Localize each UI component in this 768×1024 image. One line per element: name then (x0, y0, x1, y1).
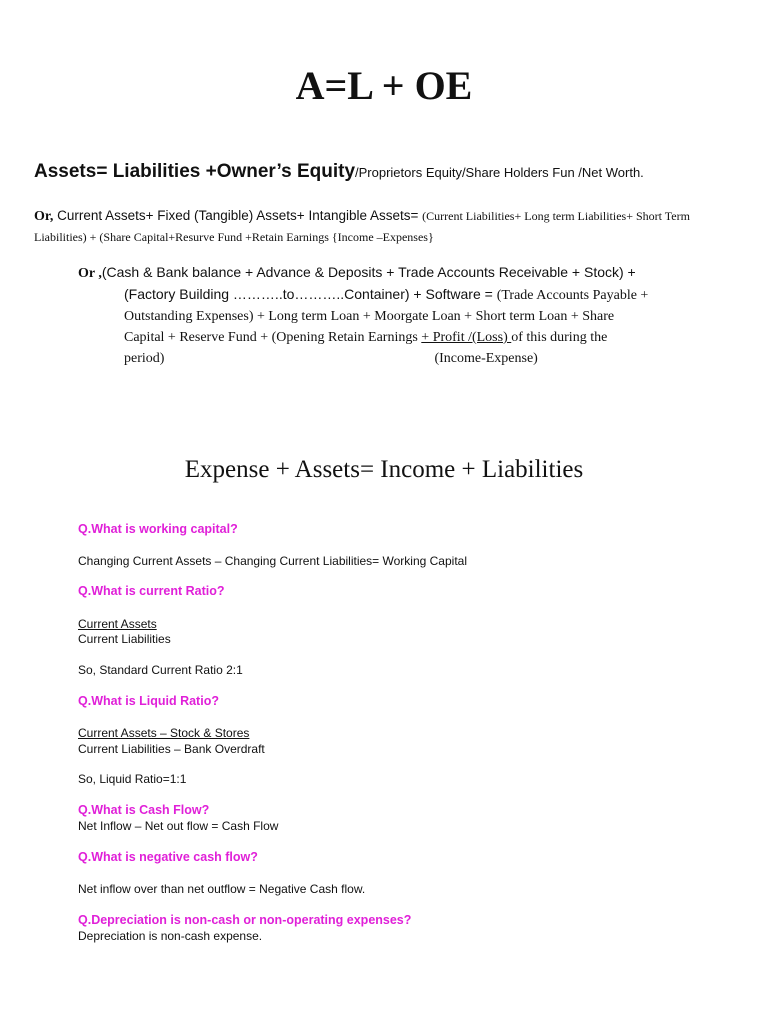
detail-line-2b: (Trade Accounts Payable + (496, 288, 649, 303)
question-text: Q.What is working capital? (78, 522, 238, 536)
or-label-2: Or , (78, 266, 102, 281)
question (78, 694, 219, 709)
answer: So, Standard Current Ratio 2:1 (78, 663, 243, 677)
answer: Depreciation is non-cash expense. (78, 929, 263, 943)
detail-line-2a: (Factory Building ………..to………..Container) + Software = (124, 286, 497, 302)
detail-line-5b: (Income-Expense) (434, 351, 538, 366)
question (78, 584, 225, 599)
detail-line-5a: period) (124, 351, 165, 366)
question (78, 913, 411, 928)
detail-line-4a: Capital + Reserve Fund + (Opening Retain Earnings (124, 330, 422, 345)
question-text: Q.What is Cash Flow? (78, 803, 210, 817)
or-label: Or, (34, 209, 54, 224)
equation-bold: Assets= Liabilities +Owner’s Equity (34, 161, 356, 182)
ratio-denominator: Current Liabilities – Bank Overdraft (78, 742, 265, 756)
detail-line-3: Outstanding Expenses) + Long term Loan + Moorgate Loan + Short term Loan + Share (124, 309, 615, 324)
answer: So, Liquid Ratio=1:1 (78, 772, 187, 786)
page-title: A=L + OE (295, 63, 473, 108)
question (78, 522, 238, 537)
question-text: Q.What is current Ratio? (78, 584, 225, 598)
accounting-equation (34, 162, 674, 183)
answer: Net inflow over than net outflow = Negative Cash flow. (78, 882, 366, 896)
equation-alternatives: /Proprietors Equity/Share Holders Fun /Net Worth. (355, 165, 644, 180)
question-text: Q.What is negative cash flow? (78, 850, 258, 864)
detail-line-4 (78, 327, 698, 348)
question (78, 850, 258, 865)
detail-line-5 (78, 348, 698, 369)
equation-expanded (34, 206, 734, 247)
equation-detailed (78, 262, 698, 369)
detail-line-2 (78, 284, 698, 306)
question-text: Q.What is Liquid Ratio? (78, 694, 219, 708)
question (78, 803, 209, 818)
equation-two: Expense + Assets= Income + Liabilities (184, 456, 584, 483)
answer: Changing Current Assets – Changing Current Liabilities= Working Capital (78, 554, 467, 568)
detail-line-4b: + Profit /(Loss) (421, 330, 512, 345)
assets-breakdown: Current Assets+ Fixed (Tangible) Assets+ Intangible Assets= (53, 208, 423, 223)
or-block-first-line (78, 264, 636, 280)
ratio-numerator: Current Assets – Stock & Stores (78, 726, 250, 740)
ratio-denominator: Current Liabilities (78, 632, 171, 646)
question-text: Q.Depreciation is non-cash or non-operating expenses? (78, 913, 412, 927)
answer: Net Inflow – Net out flow = Cash Flow (78, 819, 279, 833)
detail-line-1: (Cash & Bank balance + Advance & Deposits + Trade Accounts Receivable + Stock) + (101, 264, 636, 280)
liabilities-breakdown: (Current Liabilities+ Long term Liabilities+ Short Term Liabilities) + (Share Capital+Resurve Fund +Retain Earnings {Income –Expenses} (34, 209, 690, 244)
detail-line-4c: of this during the (511, 330, 608, 345)
ratio-numerator: Current Assets (78, 617, 157, 631)
